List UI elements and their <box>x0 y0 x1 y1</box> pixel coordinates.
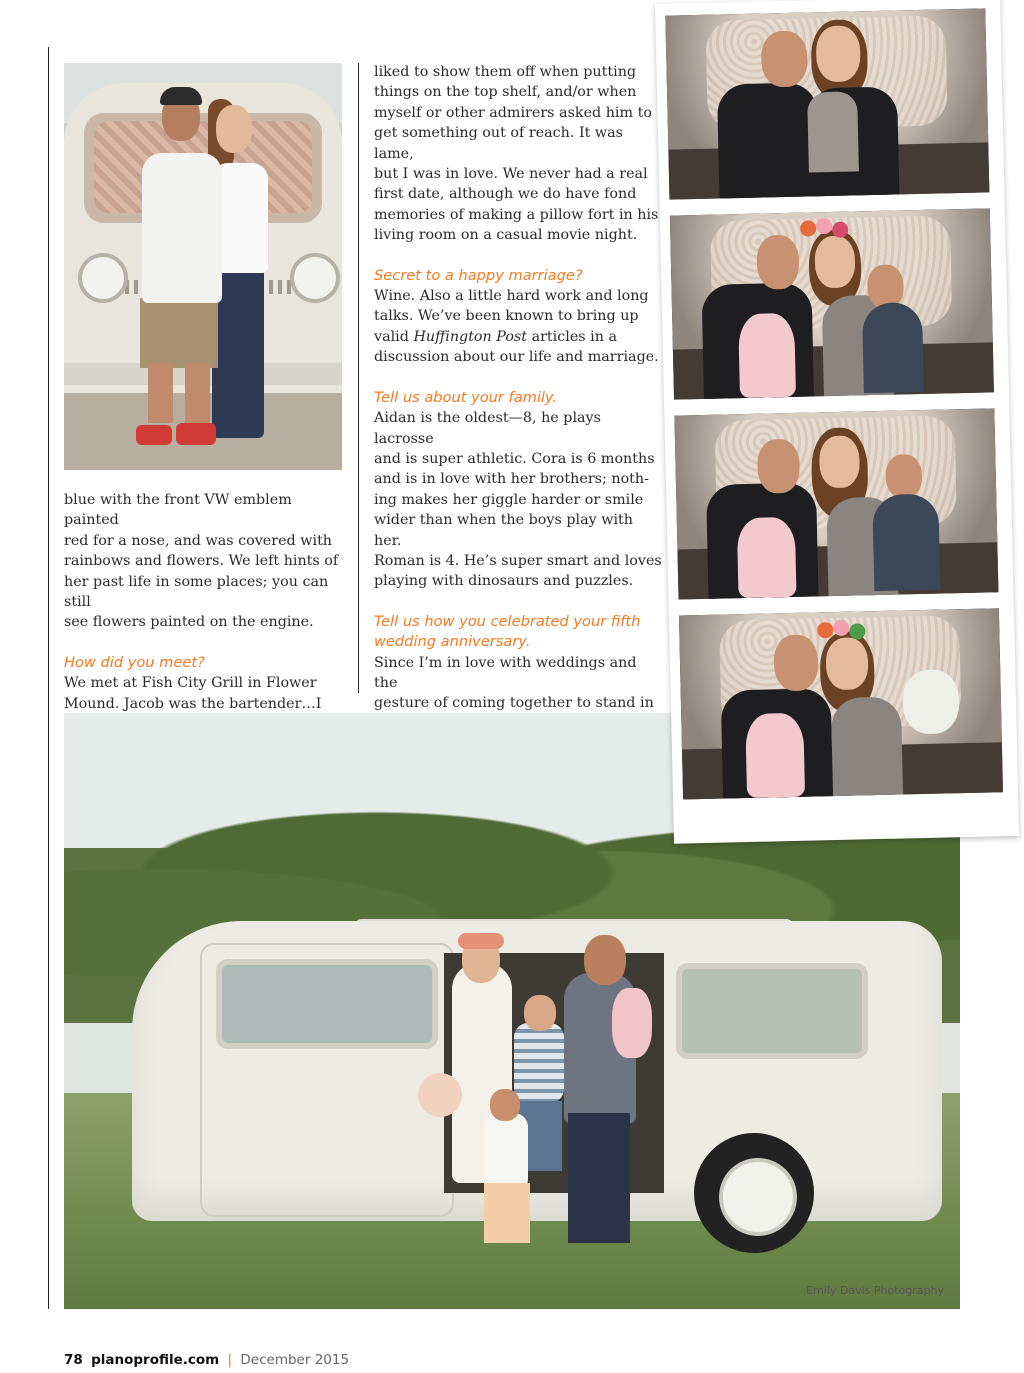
column-rule-left <box>48 47 49 1309</box>
body-line: and is in love with her brothers; noth- <box>374 471 649 488</box>
body-text: valid <box>374 328 414 345</box>
body-line <box>374 327 664 347</box>
body-line: get something out of reach. It was lame, <box>374 125 624 162</box>
photo-booth-frame <box>670 208 994 399</box>
body-line: ing makes her giggle harder or smile <box>374 491 644 508</box>
question-heading-anniversary: wedding anniversary. <box>374 633 531 651</box>
publication-title: Huffington Post <box>413 328 528 345</box>
body-line: myself or other admirers asked him to <box>374 104 652 121</box>
page-number: 78 <box>64 1352 83 1368</box>
body-line: Aidan is the oldest—8, he plays lacrosse <box>374 410 601 447</box>
body-line: red for a nose, and was covered with <box>64 532 333 549</box>
question-heading-anniversary: Tell us how you celebrated your fifth <box>374 612 641 630</box>
page-footer <box>64 1352 349 1368</box>
body-line: living room on a casual movie night. <box>374 227 638 244</box>
body-text: articles in a <box>527 328 618 345</box>
footer-separator: | <box>227 1352 233 1368</box>
body-line: her past life in some places; you can still <box>64 573 329 611</box>
issue-date: December 2015 <box>240 1352 350 1368</box>
body-line: rainbows and flowers. We left hints of <box>64 553 339 570</box>
body-line: Wine. Also a little hard work and long <box>374 288 649 305</box>
body-line: discussion about our life and marriage. <box>374 349 659 366</box>
body-line: things on the top shelf, and/or when <box>374 84 637 101</box>
question-heading-secret: Secret to a happy marriage? <box>374 266 583 284</box>
photo-booth-strip <box>655 0 1019 844</box>
question-heading-meet: How did you meet? <box>64 653 205 671</box>
body-line: liked to show them off when putting <box>374 64 637 80</box>
body-line: and is super athletic. Cora is 6 months <box>374 450 655 467</box>
photo-booth-frame <box>674 408 998 599</box>
body-line: first date, although we do have fond <box>374 186 637 203</box>
photo-booth-frame <box>665 8 989 199</box>
body-line: gesture of coming together to stand in <box>374 695 654 712</box>
question-heading-family: Tell us about your family. <box>374 388 558 406</box>
body-line: playing with dinosaurs and puzzles. <box>374 573 634 590</box>
body-line: Mound. Jacob was the bartender…I <box>64 695 322 712</box>
photo-booth-frame <box>679 608 1003 799</box>
body-line: blue with the front VW emblem painted <box>64 492 292 529</box>
column-rule-middle <box>358 63 359 693</box>
photo-credit: Emily Davis Photography <box>806 1284 944 1297</box>
body-line: talks. We’ve been known to bring up <box>374 308 639 325</box>
body-line: but I was in love. We never had a real <box>374 166 648 183</box>
body-line: wider than when the boys play with her. <box>374 512 633 549</box>
middle-column-text <box>374 62 664 775</box>
site-name: planoprofile.com <box>91 1352 220 1368</box>
couple-with-van-photo <box>64 63 342 470</box>
body-line: Since I’m in love with weddings and the <box>374 654 637 691</box>
body-line: memories of making a pillow fort in his <box>374 206 659 223</box>
body-line: We met at Fish City Grill in Flower <box>64 675 317 692</box>
body-line: Roman is 4. He’s super smart and loves <box>374 552 662 569</box>
body-line: see flowers painted on the engine. <box>64 614 314 631</box>
